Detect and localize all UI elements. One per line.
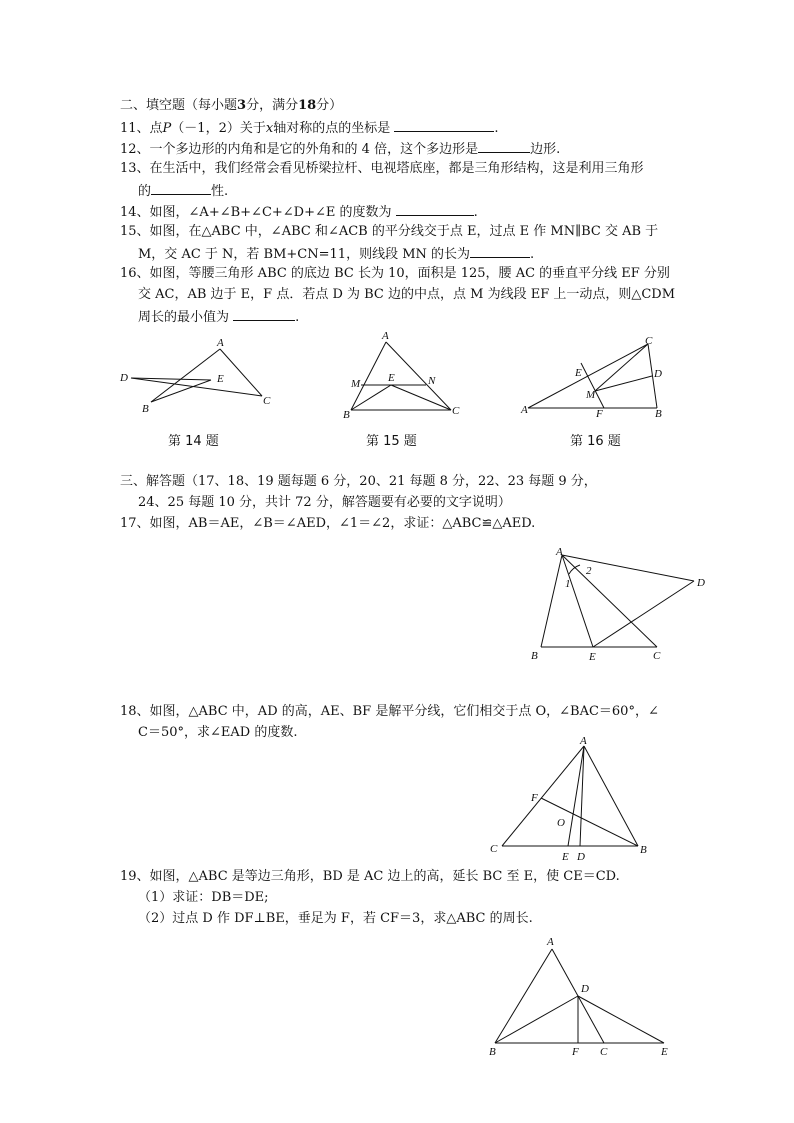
question-16: 16、如图，等腰三角形 ABC 的底边 BC 长为 10，面积是 125，腰 AC 的垂直平分线 EF 分别 bbox=[120, 266, 670, 281]
f18-label-O: O bbox=[557, 817, 565, 829]
f15-label-A: A bbox=[382, 330, 389, 342]
f14-label-D: D bbox=[120, 372, 128, 384]
f19-label-D: D bbox=[581, 983, 589, 995]
figure-15 bbox=[351, 342, 451, 410]
f18-label-E: E bbox=[562, 851, 569, 863]
figure-19 bbox=[495, 949, 664, 1043]
f18-label-F: F bbox=[531, 792, 538, 804]
f16-label-C: C bbox=[645, 335, 653, 347]
question-11: 11、点P（－1，2）关于x轴对称的点的坐标是 . bbox=[120, 118, 498, 138]
figure-17 bbox=[541, 555, 694, 647]
question-19: 19、如图，△ABC 是等边三角形，BD 是 AC 边上的高，延长 BC 至 E，使 CE＝CD. bbox=[120, 869, 620, 884]
caption-15: 第 15 题 bbox=[366, 434, 417, 449]
question-19-part1: （1）求证：DB＝DE; bbox=[138, 890, 269, 905]
section-2-title: 二、填空题（每小题3分，满分18分） bbox=[120, 98, 343, 113]
f14-label-C: C bbox=[263, 395, 271, 407]
question-13-cont: 的 性. bbox=[138, 181, 228, 201]
question-19-part2: （2）过点 D 作 DF⊥BE，垂足为 F，若 CF＝3，求△ABC 的周长. bbox=[138, 911, 533, 926]
f17-label-B: B bbox=[531, 650, 538, 662]
f16-label-B: B bbox=[655, 408, 662, 420]
question-13: 13、在生活中，我们经常会看见桥梁拉杆、电视塔底座，都是三角形结构，这是利用三角形 bbox=[120, 161, 644, 176]
f15-label-B: B bbox=[343, 409, 350, 421]
question-12: 12、一个多边形的内角和是它的外角和的 4 倍，这个多边形是 边形. bbox=[120, 139, 560, 159]
f17-label-E: E bbox=[589, 651, 596, 663]
f14-label-A: A bbox=[217, 337, 224, 349]
f17-label-1: 1 bbox=[565, 578, 571, 590]
question-18-cont: C＝50°，求∠EAD 的度数. bbox=[138, 725, 298, 740]
f18-label-C: C bbox=[490, 843, 498, 855]
f16-label-F: F bbox=[596, 408, 603, 420]
f17-label-D: D bbox=[697, 577, 705, 589]
figure-18 bbox=[502, 746, 638, 846]
f15-label-E: E bbox=[388, 372, 395, 384]
section-3-title: 三、解答题（17、18、19 题每题 6 分，20、21 每题 8 分，22、23 每题 9 分， bbox=[120, 474, 597, 489]
caption-16: 第 16 题 bbox=[570, 434, 621, 449]
f16-label-D: D bbox=[654, 368, 662, 380]
f15-label-M: M bbox=[351, 378, 361, 390]
f17-label-C: C bbox=[653, 650, 661, 662]
question-14: 14、如图，∠A+∠B+∠C+∠D+∠E 的度数为 . bbox=[120, 202, 478, 222]
figure-14 bbox=[131, 349, 262, 402]
f19-label-F: F bbox=[572, 1046, 579, 1058]
f16-label-A: A bbox=[521, 404, 528, 416]
f19-label-B: B bbox=[489, 1046, 496, 1058]
f16-label-E: E bbox=[575, 367, 582, 379]
question-16-cont: 交 AC，AB 边于 E，F 点．若点 D 为 BC 边的中点，点 M 为线段 EF 上一动点，则△CDM bbox=[138, 287, 676, 302]
f19-label-C: C bbox=[600, 1046, 608, 1058]
f17-label-A: A bbox=[556, 546, 563, 558]
f18-label-A: A bbox=[580, 735, 587, 747]
f18-label-D: D bbox=[577, 851, 585, 863]
f15-label-N: N bbox=[428, 375, 436, 387]
question-15: 15、如图，在△ABC 中，∠ABC 和∠ACB 的平分线交于点 E，过点 E 作 MN∥BC 交 AB 于 bbox=[120, 224, 659, 239]
f17-label-2: 2 bbox=[586, 565, 592, 577]
f14-label-B: B bbox=[142, 403, 149, 415]
f19-label-E: E bbox=[661, 1046, 668, 1058]
question-15-cont: M，交 AC 于 N，若 BM+CN=11，则线段 MN 的长为 . bbox=[138, 244, 534, 264]
question-17: 17、如图，AB＝AE，∠B＝∠AED，∠1＝∠2，求证：△ABC≌△AED. bbox=[120, 516, 536, 531]
f16-label-M: M bbox=[586, 389, 596, 401]
f18-label-B: B bbox=[640, 844, 647, 856]
section-3-title-cont: 24、25 每题 10 分，共计 72 分，解答题要有必要的文字说明） bbox=[138, 495, 511, 510]
question-18: 18、如图，△ABC 中，AD 的高，AE、BF 是解平分线，它们相交于点 O，∠BAC＝60°，∠ bbox=[120, 704, 659, 719]
question-16-cont2: 周长的最小值为 . bbox=[138, 307, 299, 327]
caption-14: 第 14 题 bbox=[168, 434, 219, 449]
f14-label-E: E bbox=[217, 373, 224, 385]
f19-label-A: A bbox=[547, 936, 554, 948]
f15-label-C: C bbox=[452, 405, 460, 417]
